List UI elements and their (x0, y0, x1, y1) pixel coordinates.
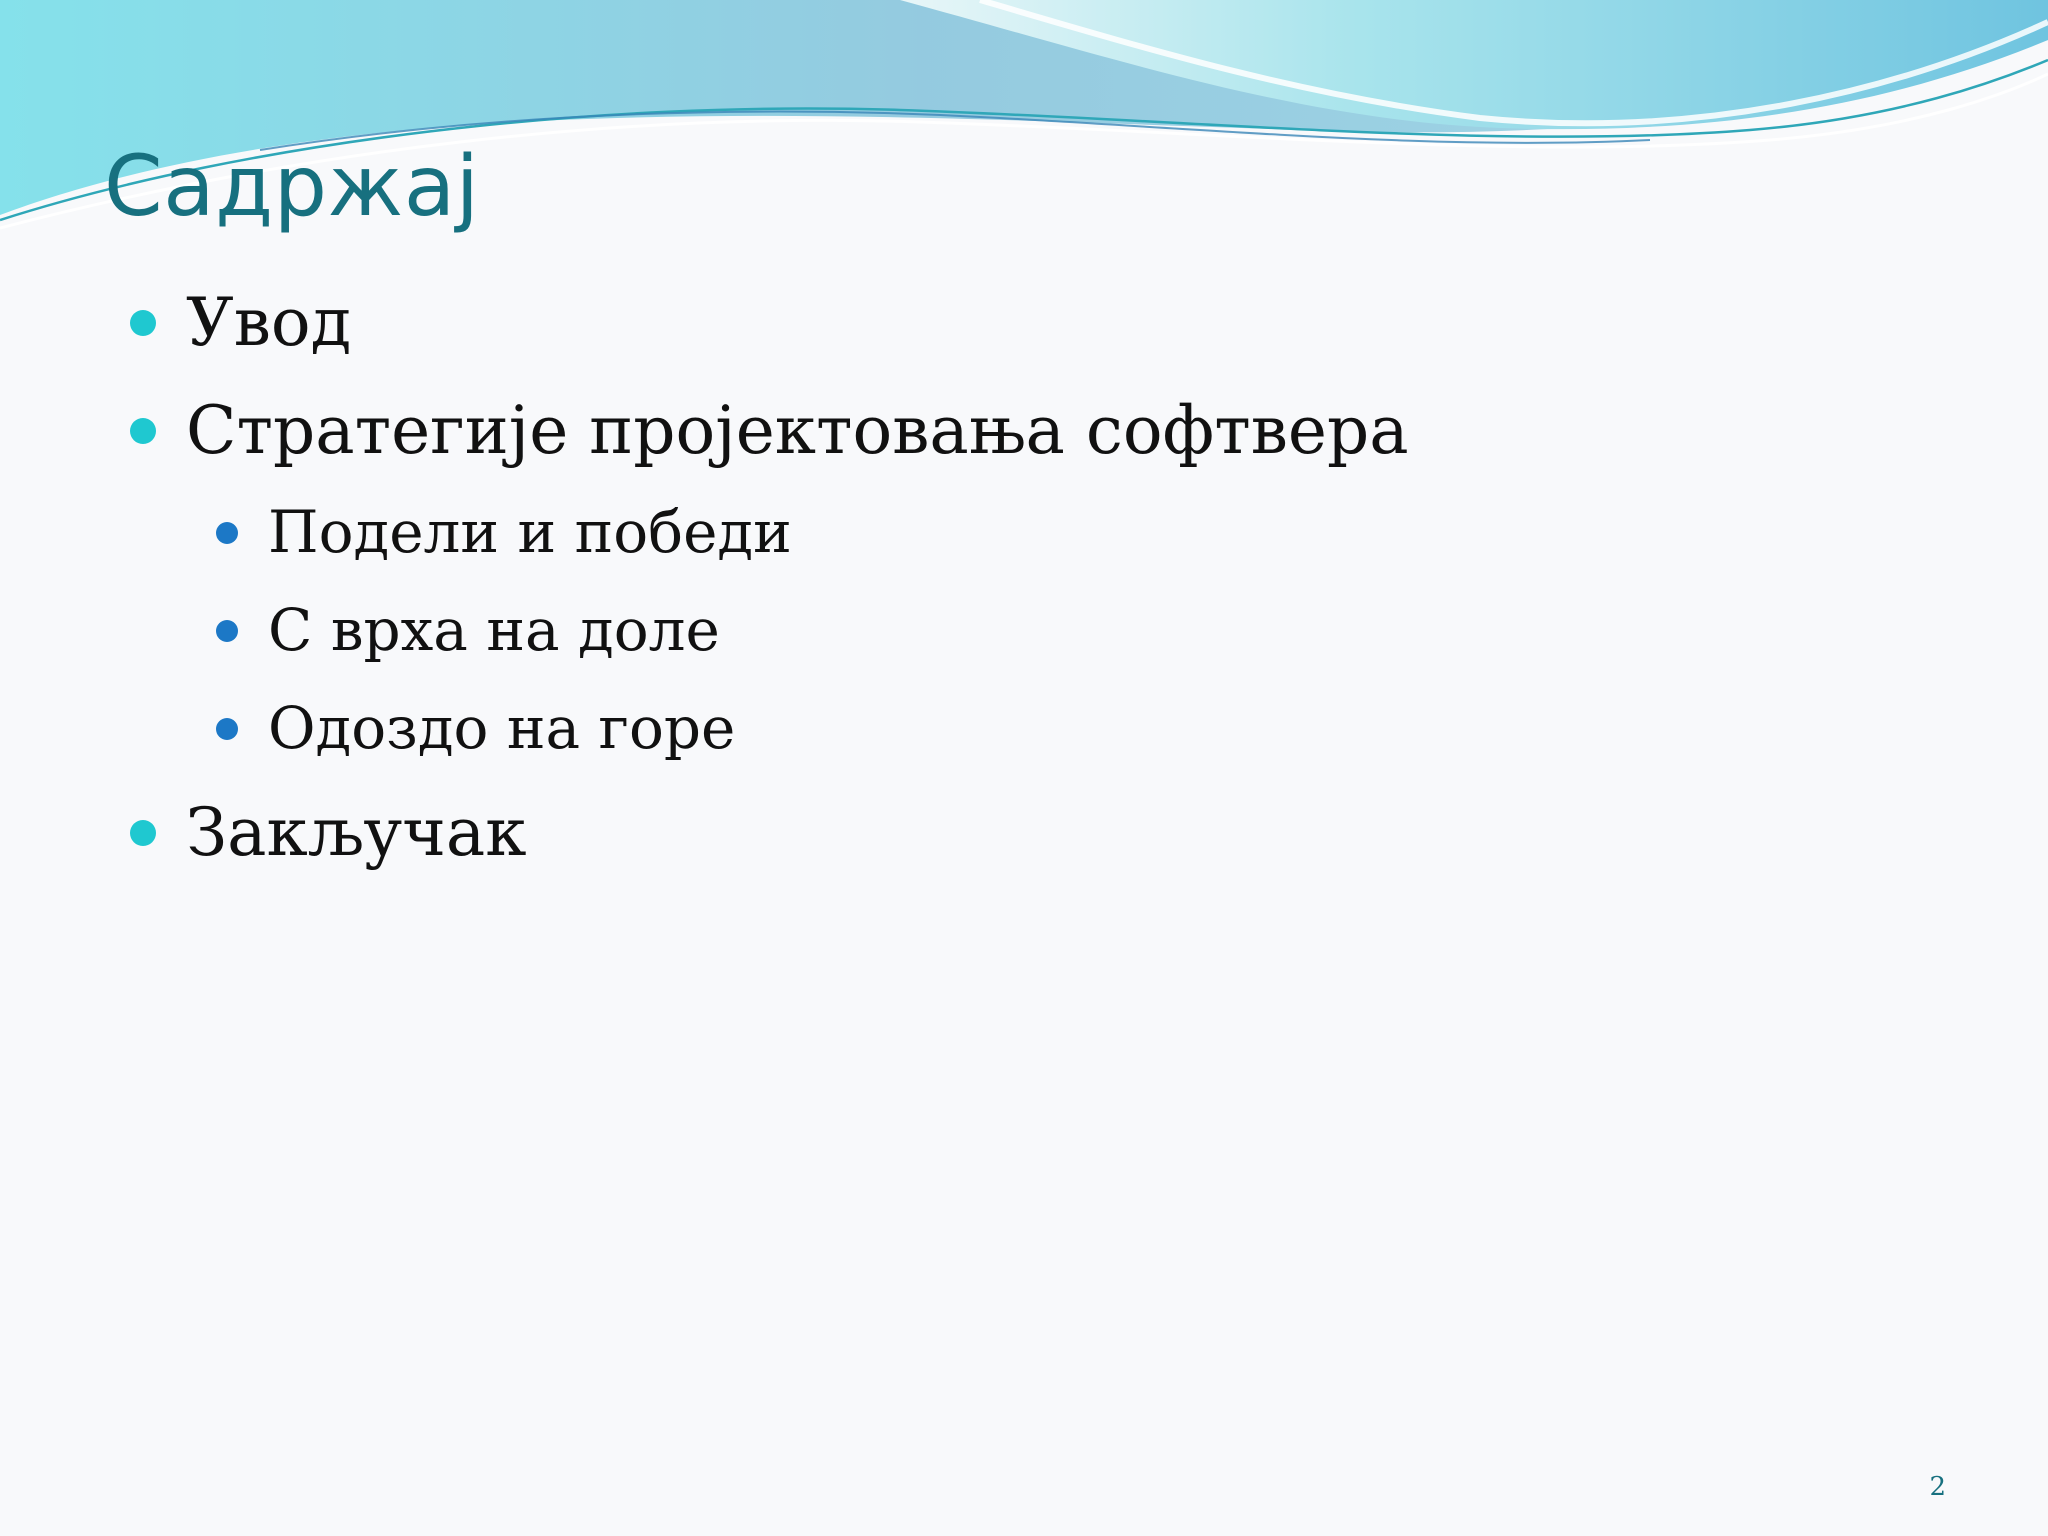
slide-title: Садржај (104, 137, 480, 235)
bullet-dot-icon (130, 418, 156, 444)
bullet-dot-icon (130, 310, 156, 336)
bullet-dot-icon (216, 522, 238, 544)
list-item (186, 794, 526, 871)
list-item-label: Стратегије пројектовања софтвера (186, 392, 1409, 469)
list-item (186, 284, 351, 361)
list-item (268, 694, 735, 762)
list-item-label: Закључак (186, 794, 527, 871)
list-item (268, 498, 792, 566)
bullet-dot-icon (130, 820, 156, 846)
list-item (268, 596, 720, 664)
list-item-label: Подели и победи (268, 498, 792, 566)
list-item-label: Увод (186, 284, 352, 361)
bullet-dot-icon (216, 620, 238, 642)
page-number: 2 (1929, 1472, 1946, 1502)
list-item (186, 392, 1409, 469)
list-item-label: Одоздо на горе (268, 694, 736, 762)
bullet-dot-icon (216, 718, 238, 740)
list-item-label: С врха на доле (268, 596, 720, 664)
